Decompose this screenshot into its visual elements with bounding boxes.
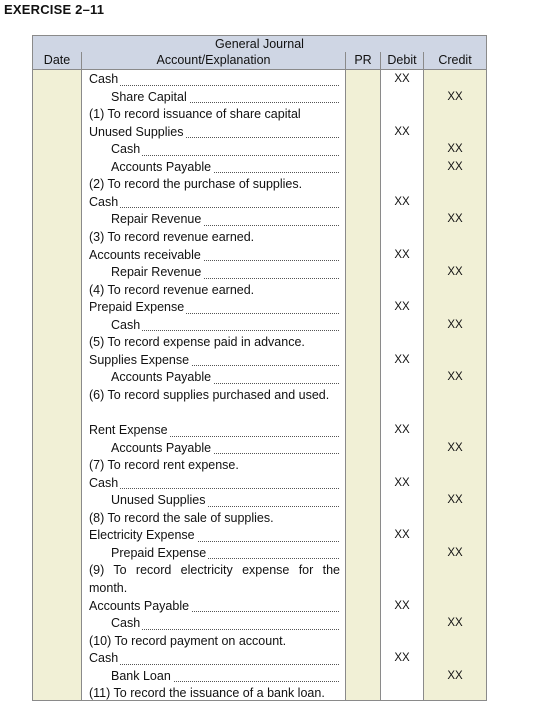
debit-entry-row	[33, 194, 486, 212]
account-name	[89, 247, 339, 265]
header-divider	[345, 52, 346, 69]
debit-amount: XX	[394, 248, 410, 261]
debit-amount: XX	[394, 301, 410, 314]
account-label: Accounts receivable	[89, 247, 201, 262]
account-label: Repair Revenue	[111, 212, 202, 227]
pr-column-header: PR	[354, 53, 372, 67]
account-label: Cash	[111, 142, 141, 157]
debit-entry-row	[33, 247, 486, 265]
account-label: Cash	[111, 317, 141, 332]
account-name	[111, 264, 339, 282]
entry-explanation: (4) To record revenue earned.	[89, 282, 255, 297]
credit-entry-row	[33, 211, 486, 229]
credit-amount: XX	[447, 90, 463, 103]
debit-amount: XX	[394, 599, 410, 612]
account-label: Cash	[89, 475, 119, 490]
debit-column-header: Debit	[387, 53, 417, 67]
account-name	[89, 352, 339, 370]
credit-entry-row	[33, 89, 486, 107]
account-label: Rent Expense	[89, 423, 168, 437]
account-name	[89, 71, 339, 89]
debit-entry-row	[33, 71, 486, 89]
credit-entry-row	[33, 492, 486, 510]
dot-leader	[89, 207, 339, 208]
credit-entry-row	[33, 545, 486, 563]
debit-amount: XX	[394, 424, 410, 436]
account-name	[111, 317, 339, 335]
account-label: Electricity Expense	[89, 528, 195, 543]
account-label: Share Capital	[111, 89, 187, 104]
credit-amount: XX	[447, 143, 463, 156]
dot-leader	[111, 629, 339, 630]
account-label: Prepaid Expense	[89, 300, 185, 315]
account-name	[89, 422, 339, 440]
credit-amount: XX	[447, 617, 463, 630]
account-label: Bank Loan	[111, 668, 171, 683]
account-label: Prepaid Expense	[111, 545, 207, 560]
credit-entry-row	[33, 264, 486, 282]
account-name	[111, 369, 339, 387]
debit-amount: XX	[394, 353, 410, 366]
debit-amount: XX	[394, 652, 410, 665]
credit-amount: XX	[447, 441, 463, 454]
debit-amount: XX	[394, 529, 410, 542]
dot-leader	[89, 85, 339, 86]
dot-leader	[111, 330, 339, 331]
entry-explanation: (2) To record the purchase of supplies.	[89, 177, 303, 192]
account-name	[89, 598, 339, 616]
debit-amount: XX	[394, 73, 410, 85]
dot-leader	[111, 155, 339, 156]
account-name	[89, 124, 339, 142]
entry-explanation: (11) To record the issuance of a bank loan.	[89, 686, 325, 701]
header-divider	[380, 52, 381, 69]
journal-header-row	[33, 52, 486, 70]
debit-entry-row	[33, 650, 486, 668]
entry-explanation: (7) To record rent expense.	[89, 458, 239, 473]
credit-amount: XX	[447, 213, 463, 226]
account-label: Accounts Payable	[111, 440, 212, 455]
credit-entry-row	[33, 159, 486, 177]
entry-explanation: (8) To record the sale of supplies.	[89, 510, 274, 525]
credit-entry-row	[33, 317, 486, 335]
account-label: Cash	[111, 616, 141, 631]
credit-entry-row	[33, 369, 486, 387]
journal-title: General Journal	[33, 36, 486, 53]
account-label: Cash	[89, 194, 119, 209]
credit-column-header: Credit	[438, 53, 472, 67]
account-name	[111, 159, 339, 177]
header-divider	[423, 52, 424, 69]
credit-amount: XX	[447, 669, 463, 682]
debit-amount: XX	[394, 476, 410, 489]
account-name	[111, 440, 339, 458]
credit-entry-row	[33, 615, 486, 633]
account-name	[111, 668, 339, 686]
credit-amount: XX	[447, 546, 463, 559]
entry-explanation: (3) To record revenue earned.	[89, 229, 255, 244]
debit-entry-row	[33, 124, 486, 142]
debit-amount: XX	[394, 195, 410, 208]
account-label: Accounts Payable	[111, 159, 212, 174]
account-label: Unused Supplies	[111, 493, 206, 508]
account-label: Cash	[89, 72, 119, 86]
account-label: Repair Revenue	[111, 265, 202, 280]
account-name	[111, 211, 339, 229]
debit-entry-row	[33, 527, 486, 545]
debit-amount: XX	[394, 125, 410, 138]
account-label: Supplies Expense	[89, 352, 190, 367]
exercise-title: EXERCISE 2–11	[4, 2, 105, 17]
account-label: Accounts Payable	[89, 598, 190, 613]
account-name	[89, 475, 339, 493]
account-label: Unused Supplies	[89, 124, 184, 139]
account-column-header: Account/Explanation	[156, 53, 271, 67]
credit-amount: XX	[447, 494, 463, 507]
account-name	[89, 299, 339, 317]
entry-explanation: (10) To record payment on account.	[89, 633, 287, 648]
credit-entry-row	[33, 141, 486, 159]
account-name	[89, 194, 339, 212]
credit-amount: XX	[447, 318, 463, 331]
debit-entry-row	[33, 422, 486, 440]
debit-entry-row	[33, 598, 486, 616]
entry-explanation: (9) To record electricity expense for the month.	[89, 563, 340, 595]
account-name	[111, 615, 339, 633]
account-name	[111, 141, 339, 159]
credit-amount: XX	[447, 371, 463, 384]
account-label: Cash	[89, 651, 119, 666]
entry-explanation: (6) To record supplies purchased and used.	[89, 387, 330, 402]
account-name	[89, 650, 339, 668]
account-name	[89, 527, 339, 545]
journal-body	[33, 70, 486, 700]
account-name	[111, 545, 339, 563]
debit-entry-row	[33, 352, 486, 370]
credit-amount: XX	[447, 266, 463, 279]
account-label: Accounts Payable	[111, 370, 212, 385]
dot-leader	[89, 488, 339, 489]
account-name	[111, 89, 339, 107]
entry-explanation: (1) To record issuance of share capital	[89, 107, 301, 122]
header-divider	[81, 52, 82, 69]
credit-entry-row	[33, 668, 486, 686]
debit-entry-row	[33, 475, 486, 493]
debit-entry-row	[33, 299, 486, 317]
general-journal-table	[32, 35, 487, 701]
dot-leader	[89, 664, 339, 665]
entry-explanation: (5) To record expense paid in advance.	[89, 335, 305, 350]
account-name	[111, 492, 339, 510]
credit-amount: XX	[447, 160, 463, 173]
date-column-header: Date	[43, 53, 71, 67]
credit-entry-row	[33, 440, 486, 458]
